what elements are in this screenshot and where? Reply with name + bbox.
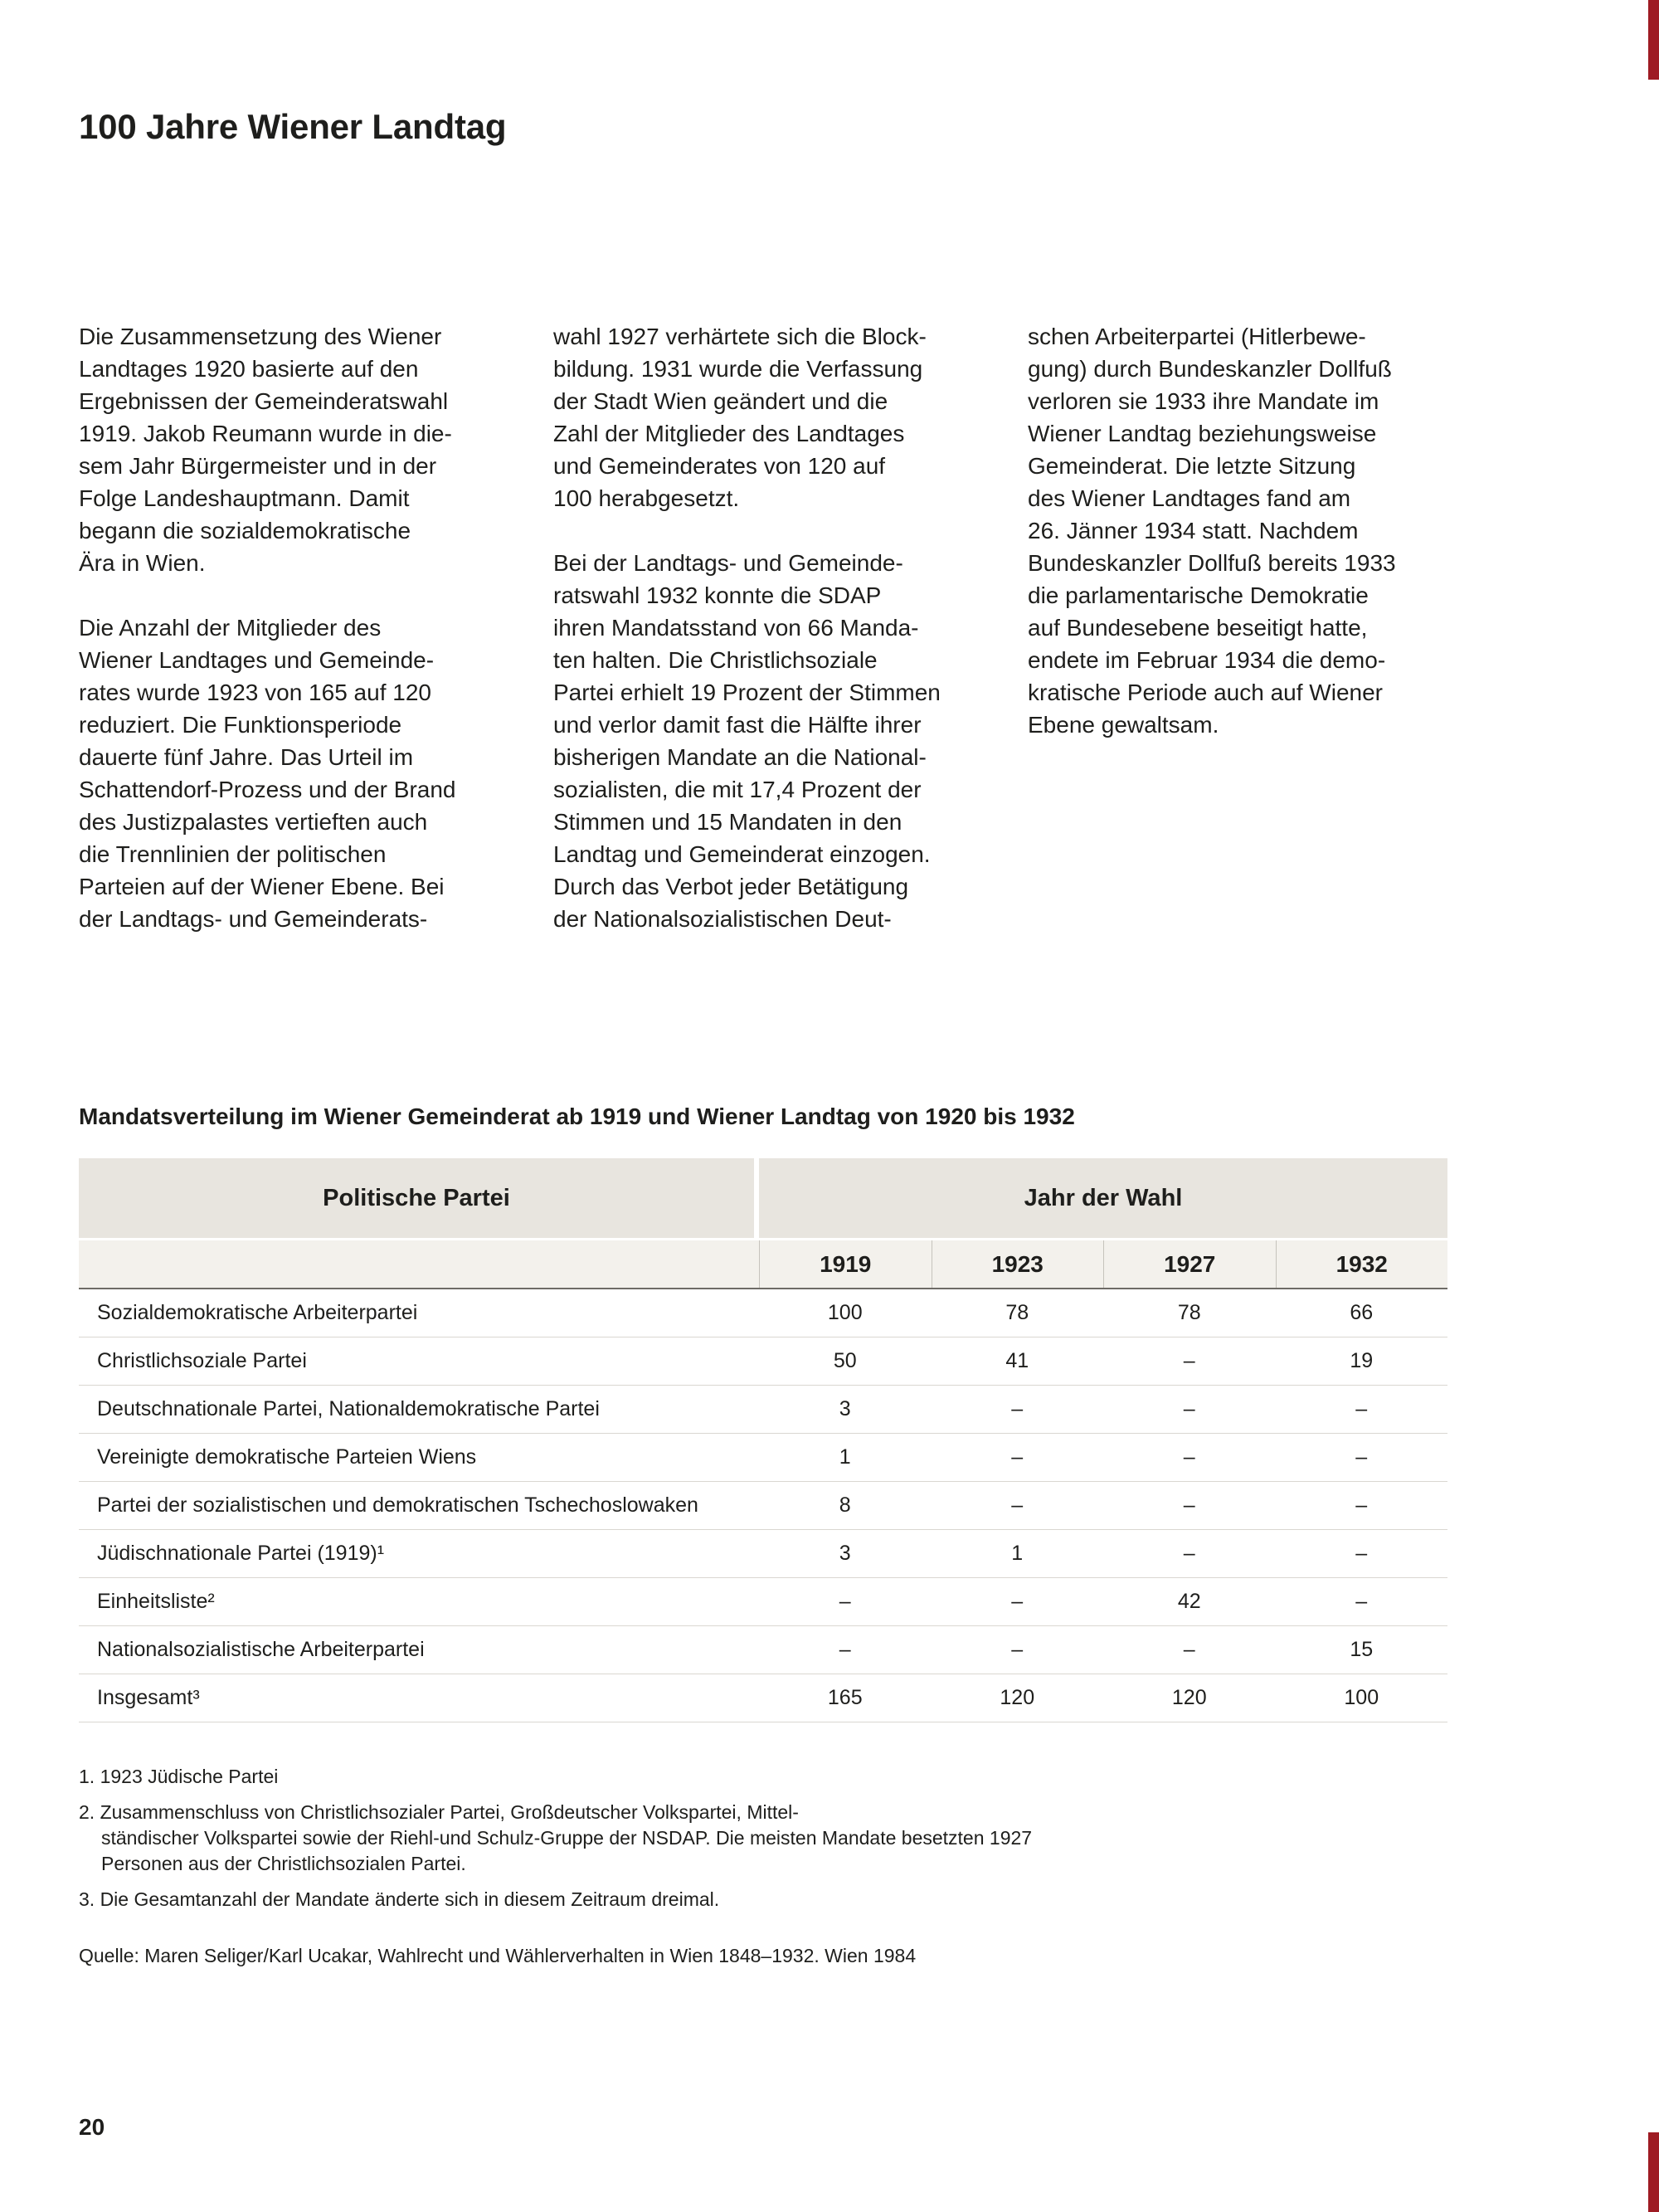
mandate-count: – <box>839 1638 851 1661</box>
mandate-count: 78 <box>1177 1301 1201 1324</box>
body-text-line: Landtag und Gemeinderat einzogen. <box>553 841 931 867</box>
mandate-count: 66 <box>1350 1301 1374 1324</box>
body-column <box>553 320 973 935</box>
body-text-line: schen Arbeiterpartei (Hitlerbewe- <box>1028 324 1366 349</box>
table-row <box>79 1434 1447 1482</box>
footnote-line: 2. Zusammenschluss von Christlichsozialer Partei, Großdeutscher Volkspartei, Mittel- <box>79 1801 799 1823</box>
table-row <box>79 1578 1447 1626</box>
mandate-count: – <box>1355 1542 1368 1565</box>
footnote <box>79 1887 1032 1912</box>
mandate-count: 78 <box>1005 1301 1029 1324</box>
mandate-count: 120 <box>1000 1686 1035 1709</box>
mandate-count: – <box>1183 1542 1195 1565</box>
body-text-line: Durch das Verbot jeder Betätigung <box>553 874 909 899</box>
body-column <box>1028 320 1447 935</box>
table-row <box>79 1289 1447 1337</box>
body-text-line: Landtages 1920 basierte auf den <box>79 356 419 382</box>
body-paragraph <box>1028 320 1447 741</box>
mandate-count: 15 <box>1350 1638 1374 1661</box>
body-text-line: Bundeskanzler Dollfuß bereits 1933 <box>1028 550 1396 576</box>
footnote <box>79 1764 1032 1790</box>
table-row <box>79 1674 1447 1722</box>
body-text-line: der Stadt Wien geändert und die <box>553 388 888 414</box>
mandate-count: – <box>1183 1349 1195 1372</box>
body-text-line: Folge Landeshauptmann. Damit <box>79 485 410 511</box>
party-name: Jüdischnationale Partei (1919)¹ <box>97 1542 385 1565</box>
body-text-line: die Trennlinien der politischen <box>79 841 387 867</box>
mandate-count: – <box>839 1590 851 1613</box>
body-text-line: ten halten. Die Christlichsoziale <box>553 647 878 673</box>
year-header: 1919 <box>759 1240 932 1288</box>
mandate-count: 100 <box>1344 1686 1379 1709</box>
party-name: Christlichsoziale Partei <box>97 1349 307 1372</box>
years-group-header: Jahr der Wahl <box>759 1158 1447 1238</box>
body-text-line: Gemeinderat. Die letzte Sitzung <box>1028 453 1356 479</box>
mandate-count: 3 <box>839 1397 851 1420</box>
mandate-count: 165 <box>827 1686 863 1709</box>
body-text-line: sozialisten, die mit 17,4 Prozent der <box>553 777 922 802</box>
mandate-count: 19 <box>1350 1349 1374 1372</box>
mandate-count: 1 <box>1011 1542 1024 1565</box>
body-text-line: Bei der Landtags- und Gemeinde- <box>553 550 903 576</box>
body-paragraph <box>553 547 973 935</box>
body-text-line: wahl 1927 verhärtete sich die Block- <box>553 324 927 349</box>
mandate-count: – <box>1011 1638 1024 1661</box>
mandate-table <box>79 1158 1447 1722</box>
body-text-line: des Justizpalastes vertieften auch <box>79 809 428 835</box>
mandate-count: – <box>1183 1493 1195 1517</box>
mandate-count: – <box>1355 1397 1368 1420</box>
party-name: Einheitsliste² <box>97 1590 215 1613</box>
body-text-line: der Landtags- und Gemeinderats- <box>79 906 428 932</box>
party-name: Partei der sozialistischen und demokratischen Tschechoslowaken <box>97 1493 698 1517</box>
body-text-line: begann die sozialdemokratische <box>79 518 411 543</box>
table-heading: Mandatsverteilung im Wiener Gemeinderat ab 1919 und Wiener Landtag von 1920 bis 1932 <box>79 1104 1075 1129</box>
body-text-line: und verlor damit fast die Hälfte ihrer <box>553 712 922 738</box>
table-row <box>79 1530 1447 1578</box>
mandate-count: 8 <box>839 1493 851 1517</box>
body-text-line: Wiener Landtag beziehungsweise <box>1028 421 1377 446</box>
footnotes <box>79 1764 1032 1912</box>
mandate-count: – <box>1011 1590 1024 1613</box>
mandate-count: 3 <box>839 1542 851 1565</box>
footnote <box>79 1800 1032 1877</box>
body-paragraph <box>79 611 499 935</box>
mandate-count: – <box>1183 1445 1195 1469</box>
year-row-spacer <box>79 1240 759 1288</box>
mandate-count: 100 <box>827 1301 863 1324</box>
body-text-line: kratische Periode auch auf Wiener <box>1028 680 1383 705</box>
body-text-line: 100 herabgesetzt. <box>553 485 740 511</box>
source-line: Quelle: Maren Seliger/Karl Ucakar, Wahlrecht und Wählerverhalten in Wien 1848–1932. Wien 1984 <box>79 1945 917 1966</box>
body-text-line: sem Jahr Bürgermeister und in der <box>79 453 437 479</box>
body-text-line: verloren sie 1933 ihre Mandate im <box>1028 388 1379 414</box>
body-text-line: endete im Februar 1934 die demo- <box>1028 647 1386 673</box>
mandate-count: 1 <box>839 1445 851 1469</box>
footnote-line: 3. Die Gesamtanzahl der Mandate änderte sich in diesem Zeitraum dreimal. <box>79 1888 720 1910</box>
party-column-header: Politische Partei <box>79 1158 759 1238</box>
body-text-line: und Gemeinderates von 120 auf <box>553 453 886 479</box>
mandate-count: – <box>1011 1493 1024 1517</box>
body-text-line: Die Anzahl der Mitglieder des <box>79 615 382 641</box>
table-body <box>79 1289 1447 1722</box>
body-columns <box>79 320 1447 935</box>
table-header-row <box>79 1158 1447 1238</box>
table-row <box>79 1386 1447 1434</box>
body-text-line: ihren Mandatsstand von 66 Manda- <box>553 615 919 641</box>
body-text-line: Wiener Landtages und Gemeinde- <box>79 647 435 673</box>
party-name: Nationalsozialistische Arbeiterpartei <box>97 1638 425 1661</box>
body-text-line: Schattendorf-Prozess und der Brand <box>79 777 456 802</box>
mandate-count: 42 <box>1177 1590 1201 1613</box>
table-row <box>79 1337 1447 1386</box>
accent-bar-bottom <box>1648 2132 1659 2212</box>
mandate-count: – <box>1355 1590 1368 1613</box>
mandate-count: – <box>1011 1445 1024 1469</box>
year-row <box>79 1238 1447 1289</box>
footnote-line: Personen aus der Christlichsozialen Partei. <box>101 1853 466 1874</box>
mandate-count: – <box>1011 1397 1024 1420</box>
mandate-count: 50 <box>833 1349 857 1372</box>
body-text-line: rates wurde 1923 von 165 auf 120 <box>79 680 431 705</box>
body-text-line: Zahl der Mitglieder des Landtages <box>553 421 905 446</box>
mandate-count: – <box>1183 1397 1195 1420</box>
party-name: Vereinigte demokratische Parteien Wiens <box>97 1445 477 1469</box>
year-header: 1927 <box>1103 1240 1276 1288</box>
body-text-line: bisherigen Mandate an die National- <box>553 744 927 770</box>
mandate-count: 41 <box>1005 1349 1029 1372</box>
body-paragraph <box>553 320 973 514</box>
body-text-line: dauerte fünf Jahre. Das Urteil im <box>79 744 414 770</box>
body-text-line: der Nationalsozialistischen Deut- <box>553 906 892 932</box>
body-text-line: auf Bundesebene beseitigt hatte, <box>1028 615 1368 641</box>
accent-bar-top <box>1648 0 1659 80</box>
table-row <box>79 1482 1447 1530</box>
body-text-line: Ära in Wien. <box>79 550 206 576</box>
mandate-count: – <box>1183 1638 1195 1661</box>
party-name: Deutschnationale Partei, Nationaldemokratische Partei <box>97 1397 600 1420</box>
body-text-line: Die Zusammensetzung des Wiener <box>79 324 442 349</box>
year-header: 1923 <box>932 1240 1104 1288</box>
mandate-count: – <box>1355 1445 1368 1469</box>
body-text-line: Parteien auf der Wiener Ebene. Bei <box>79 874 445 899</box>
page-number: 20 <box>79 2114 105 2140</box>
year-header: 1932 <box>1276 1240 1448 1288</box>
body-text-line: 26. Jänner 1934 statt. Nachdem <box>1028 518 1359 543</box>
body-column <box>79 320 499 935</box>
page-title: 100 Jahre Wiener Landtag <box>79 107 507 146</box>
body-text-line: reduziert. Die Funktionsperiode <box>79 712 402 738</box>
body-text-line: Stimmen und 15 Mandaten in den <box>553 809 902 835</box>
body-text-line: die parlamentarische Demokratie <box>1028 582 1369 608</box>
body-paragraph <box>79 320 499 579</box>
body-text-line: bildung. 1931 wurde die Verfassung <box>553 356 923 382</box>
body-text-line: 1919. Jakob Reumann wurde in die- <box>79 421 452 446</box>
body-text-line: gung) durch Bundeskanzler Dollfuß <box>1028 356 1392 382</box>
footnote-line: ständischer Volkspartei sowie der Riehl-und Schulz-Gruppe der NSDAP. Die meisten Mandate besetzten 1927 <box>101 1827 1033 1849</box>
party-name: Insgesamt³ <box>97 1686 200 1709</box>
body-text-line: Partei erhielt 19 Prozent der Stimmen <box>553 680 941 705</box>
mandate-count: – <box>1355 1493 1368 1517</box>
body-text-line: des Wiener Landtages fand am <box>1028 485 1351 511</box>
body-text-line: Ebene gewaltsam. <box>1028 712 1219 738</box>
party-name: Sozialdemokratische Arbeiterpartei <box>97 1301 418 1324</box>
body-text-line: Ergebnissen der Gemeinderatswahl <box>79 388 449 414</box>
table-row <box>79 1626 1447 1674</box>
body-text-line: ratswahl 1932 konnte die SDAP <box>553 582 882 608</box>
footnote-line: 1. 1923 Jüdische Partei <box>79 1766 279 1787</box>
mandate-count: 120 <box>1171 1686 1207 1709</box>
